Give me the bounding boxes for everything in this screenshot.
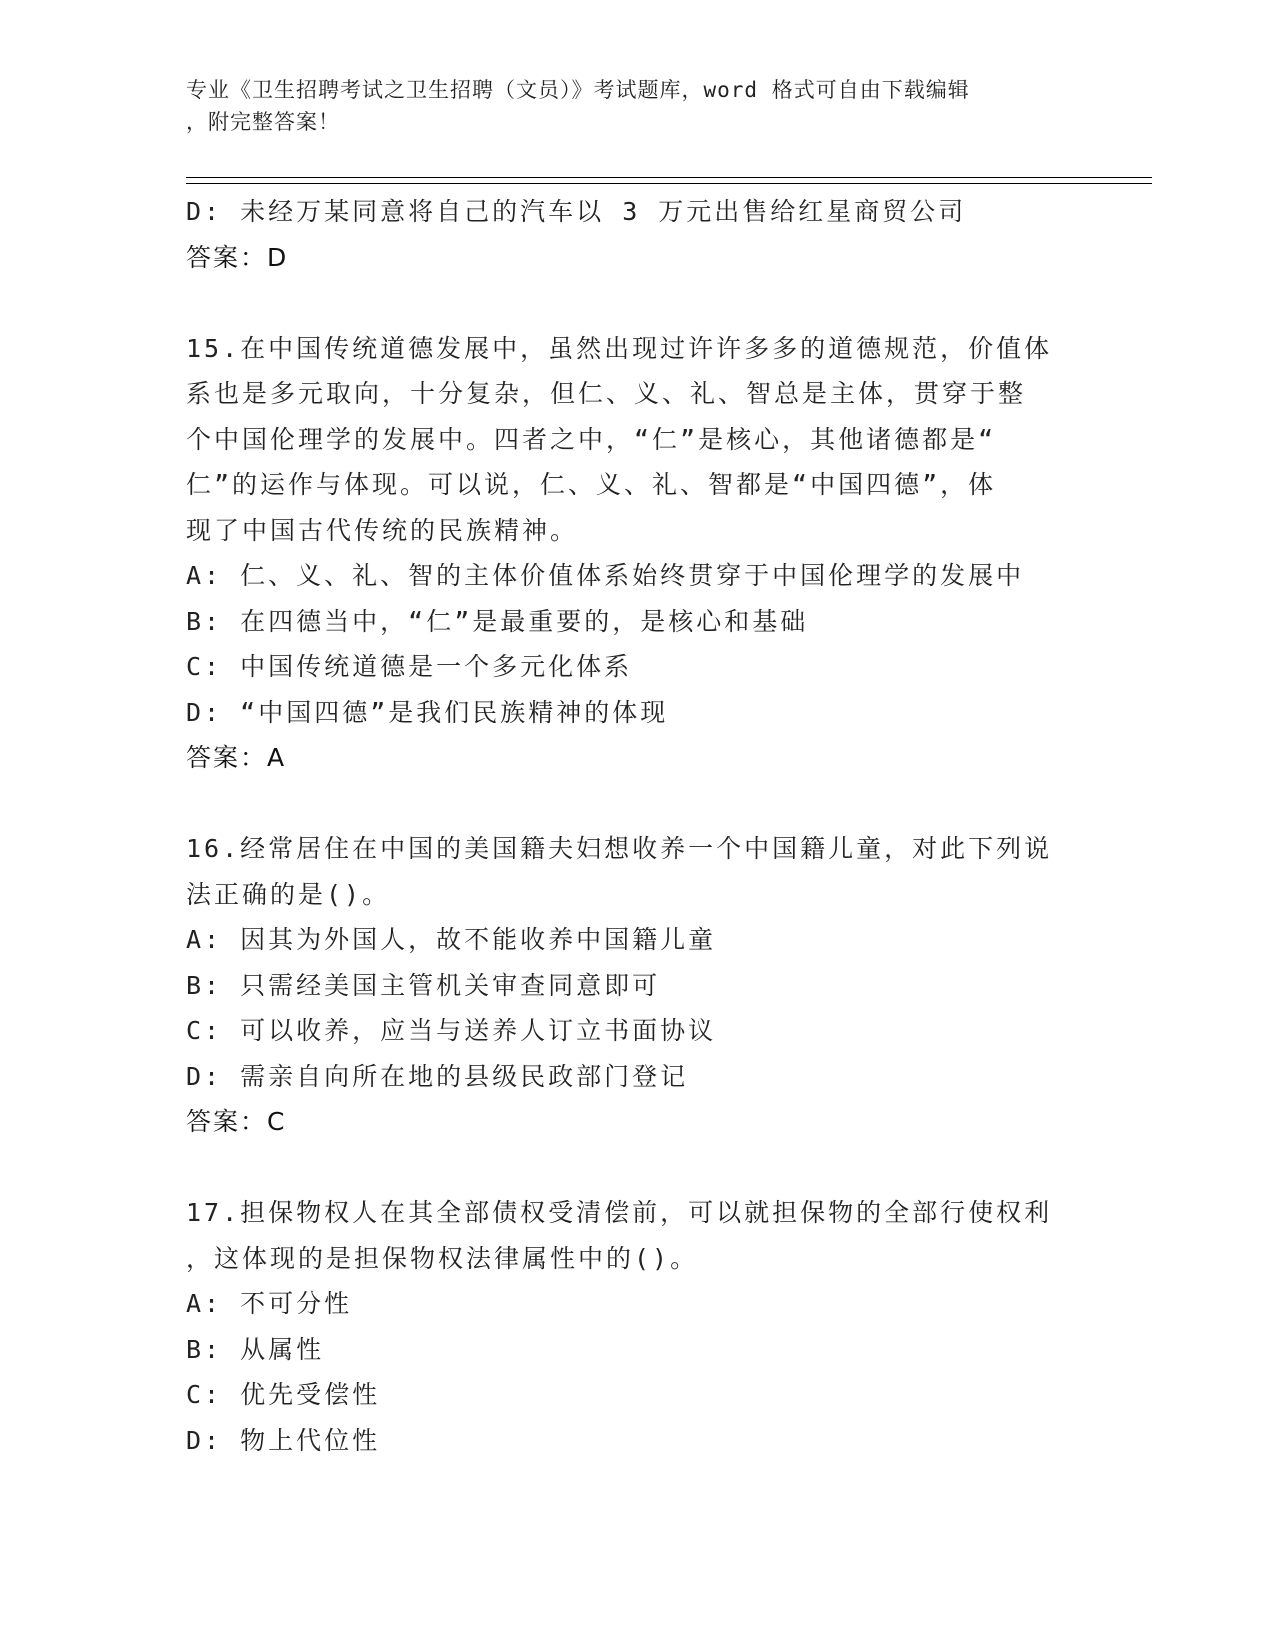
spacer <box>186 1145 1086 1191</box>
header-rule-top <box>186 177 1152 178</box>
question-line: 17.担保物权人在其全部债权受清偿前，可以就担保物的全部行使权利 <box>186 1198 1053 1227</box>
question-content <box>186 189 1086 1463</box>
answer: 答案：A <box>186 743 287 772</box>
answer: 答案：C <box>186 1107 287 1136</box>
question-line: 系也是多元取向，十分复杂，但仁、义、礼、智总是主体，贯穿于整 <box>186 379 1027 408</box>
spacer <box>186 280 1086 326</box>
question-15-text <box>186 326 1086 554</box>
question-line: 个中国伦理学的发展中。四者之中，“仁”是核心，其他诸德都是“ <box>186 424 997 454</box>
question-line: 15.在中国传统道德发展中，虽然出现过许许多多的道德规范，价值体 <box>186 333 1053 363</box>
option-d: D: 需亲自向所在地的县级民政部门登记 <box>186 1061 689 1091</box>
option-d: D: “中国四德”是我们民族精神的体现 <box>186 697 669 727</box>
header-line-2: ，附完整答案！ <box>186 110 340 134</box>
question-15 <box>186 326 1086 781</box>
prev-option-d: D: 未经万某同意将自己的汽车以 3 万元出售给红星商贸公司 <box>186 197 967 226</box>
question-line: 现了中国古代传统的民族精神。 <box>186 515 579 545</box>
option-a: A: 不可分性 <box>186 1289 353 1318</box>
document-header <box>186 74 1076 138</box>
question-17-text <box>186 1190 1086 1281</box>
header-rule-bottom <box>186 183 1152 184</box>
header-line-1: 专业《卫生招聘考试之卫生招聘（文员）》考试题库，word 格式可自由下载编辑 <box>186 78 970 102</box>
question-line: 16.经常居住在中国的美国籍夫妇想收养一个中国籍儿童，对此下列说 <box>186 834 1053 863</box>
question-16 <box>186 826 1086 1145</box>
option-c: C: 可以收养，应当与送养人订立书面协议 <box>186 1016 717 1045</box>
question-16-text <box>186 826 1086 917</box>
option-a: A: 仁、义、礼、智的主体价值体系始终贯穿于中国伦理学的发展中 <box>186 561 1025 590</box>
option-a: A: 因其为外国人，故不能收养中国籍儿童 <box>186 925 717 954</box>
question-line: ，这体现的是担保物权法律属性中的()。 <box>186 1243 699 1273</box>
question-line: 仁”的运作与体现。可以说，仁、义、礼、智都是“中国四德”，体 <box>186 470 997 499</box>
spacer <box>186 781 1086 827</box>
option-b: B: 只需经美国主管机关审查同意即可 <box>186 970 661 1000</box>
question-line: 法正确的是()。 <box>186 879 391 909</box>
prev-answer: 答案：D <box>186 242 289 272</box>
option-b: B: 从属性 <box>186 1334 325 1364</box>
question-17 <box>186 1190 1086 1463</box>
option-d: D: 物上代位性 <box>186 1425 381 1455</box>
option-c: C: 优先受偿性 <box>186 1380 381 1409</box>
option-c: C: 中国传统道德是一个多元化体系 <box>186 652 633 681</box>
option-b: B: 在四德当中，“仁”是最重要的，是核心和基础 <box>186 606 809 636</box>
